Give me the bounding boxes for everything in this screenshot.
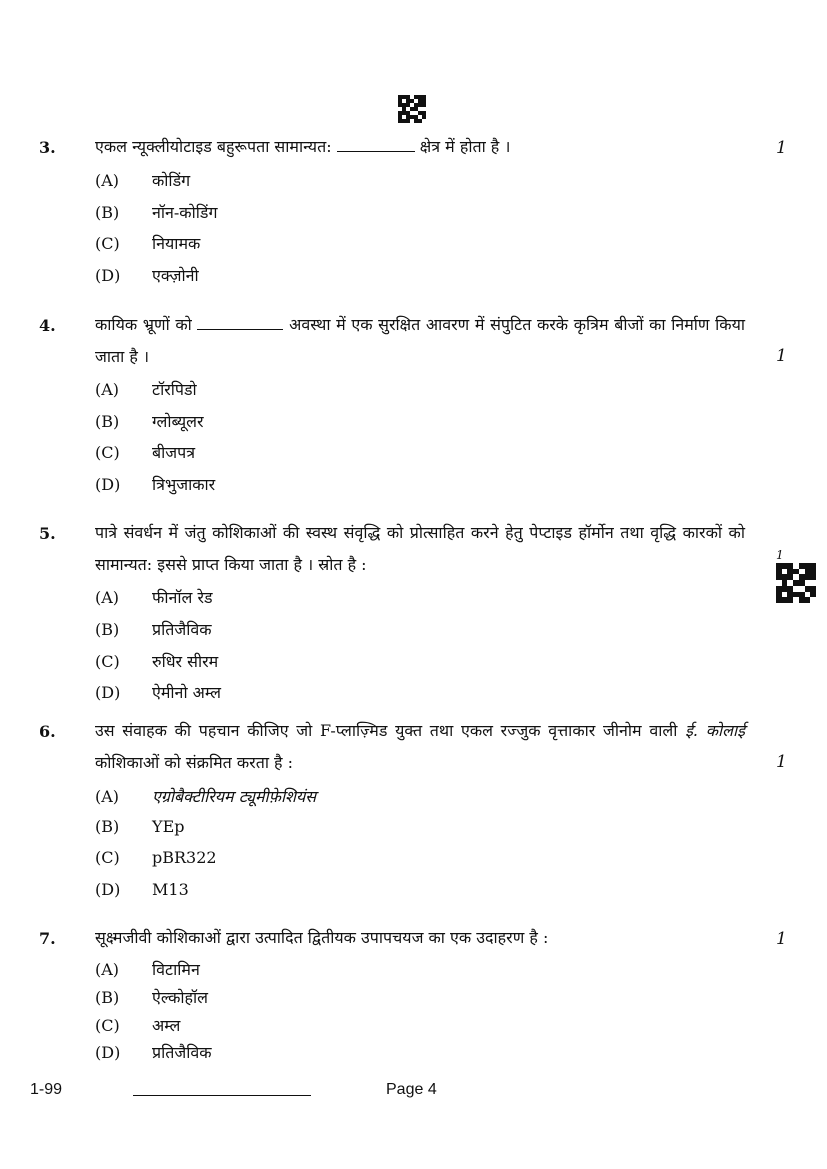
question-text	[95, 131, 745, 163]
option	[95, 169, 190, 193]
qr-code-icon	[776, 563, 816, 603]
option-label: (C)	[95, 443, 120, 462]
option	[95, 264, 199, 288]
marks: 1	[776, 346, 787, 366]
option	[95, 848, 217, 872]
question-number: 6.	[39, 722, 56, 741]
option-text: फीनॉल रेड	[152, 588, 213, 607]
answer-blank	[337, 137, 415, 152]
question-text-part: उस संवाहक की पहचान कीजिए जो F-प्लाज़्मिड युक्त तथा एकल रज्जुक वृत्ताकार जीनोम वाली	[95, 721, 686, 740]
option-text: बीजपत्र	[152, 443, 196, 462]
option-text: ऐमीनो अम्ल	[152, 683, 222, 702]
option	[95, 473, 215, 497]
marks: 1	[776, 138, 787, 158]
marks: 1	[776, 752, 787, 772]
question-number: 7.	[39, 929, 56, 948]
option-label: (A)	[95, 960, 120, 979]
option	[95, 986, 208, 1010]
option	[95, 817, 184, 841]
option-text: कोडिंग	[152, 171, 191, 190]
option-text: YEp	[152, 817, 185, 836]
option	[95, 785, 316, 809]
option-label: (B)	[95, 988, 120, 1007]
option-label: (C)	[95, 234, 120, 253]
option	[95, 201, 217, 225]
option-text: प्रतिजैविक	[152, 1043, 212, 1062]
option-label: (C)	[95, 1016, 120, 1035]
marks: 1	[776, 548, 784, 562]
question-text-part: अवस्था में एक सुरक्षित आवरण में संपुटित करके कृत्रिम बीजों का निर्माण किया जाता है ।	[95, 315, 746, 366]
option	[95, 378, 197, 402]
option-text: त्रिभुजाकार	[152, 475, 216, 494]
option-label: (D)	[95, 1043, 121, 1062]
option-label: (A)	[95, 588, 120, 607]
option-label: (D)	[95, 475, 121, 494]
option	[95, 681, 221, 705]
option-text: नॉन-कोडिंग	[152, 203, 218, 222]
option-label: (D)	[95, 266, 121, 285]
option-label: (A)	[95, 787, 120, 806]
option-label: (B)	[95, 412, 120, 431]
option	[95, 586, 213, 610]
question-text-part: कोशिकाओं को संक्रमित करता है :	[95, 753, 294, 772]
option-text: विटामिन	[152, 960, 200, 979]
option-label: (C)	[95, 652, 120, 671]
option	[95, 618, 212, 642]
option	[95, 650, 218, 674]
organism-name: ई. कोलाई	[685, 721, 745, 740]
qr-code-icon	[398, 95, 426, 123]
option-text: pBR322	[152, 848, 217, 867]
option-text: M13	[152, 880, 189, 899]
question-number: 3.	[39, 138, 56, 157]
option	[95, 958, 200, 982]
question-text: सूक्ष्मजीवी कोशिकाओं द्वारा उत्पादित द्वितीयक उपापचयज का एक उदाहरण है :	[95, 928, 549, 947]
option	[95, 1014, 180, 1038]
option-label: (A)	[95, 171, 120, 190]
marks: 1	[776, 929, 787, 949]
option-label: (A)	[95, 380, 120, 399]
option-text: नियामक	[152, 234, 201, 253]
option-text: रुधिर सीरम	[152, 652, 219, 671]
option-text: ग्लोब्यूलर	[152, 412, 204, 431]
option	[95, 1041, 212, 1065]
option-label: (B)	[95, 620, 120, 639]
option-label: (B)	[95, 203, 120, 222]
question-text-part: कायिक भ्रूणों को	[95, 315, 198, 334]
footer-rule	[133, 1095, 311, 1096]
option-label: (D)	[95, 880, 121, 899]
option	[95, 410, 204, 434]
question-text	[95, 715, 745, 779]
option-text: अम्ल	[152, 1016, 181, 1035]
option-label: (D)	[95, 683, 121, 702]
question-text	[95, 309, 745, 373]
option-text: एग्रोबैक्टीरियम ट्यूमीफ़ेशियंस	[152, 787, 317, 806]
answer-blank	[197, 315, 283, 330]
page-number: Page 4	[386, 1081, 437, 1098]
option-label: (B)	[95, 817, 120, 836]
option-text: एक्ज़ोनी	[152, 266, 199, 285]
question-text: पात्रे संवर्धन में जंतु कोशिकाओं की स्वस्थ संवृद्धि को प्रोत्साहित करने हेतु पेप्टाइड हॉर्मोन तथा वृद्धि कारकों को सामान्यत: इससे प्राप्त किया जाता है । स्रोत है :	[95, 523, 745, 574]
option	[95, 441, 195, 465]
question-number: 5.	[39, 524, 56, 543]
option-label: (C)	[95, 848, 120, 867]
option-text: टॉरपिडो	[152, 380, 197, 399]
option	[95, 232, 200, 256]
option-text: ऐल्कोहॉल	[152, 988, 208, 1007]
paper-code: 1-99	[30, 1081, 63, 1098]
question-number: 4.	[39, 316, 56, 335]
option-text: प्रतिजैविक	[152, 620, 212, 639]
question-text-part: एकल न्यूक्लीयोटाइड बहुरूपता सामान्यत:	[95, 137, 337, 156]
option	[95, 880, 189, 904]
question-text-part: क्षेत्र में होता है ।	[414, 137, 511, 156]
